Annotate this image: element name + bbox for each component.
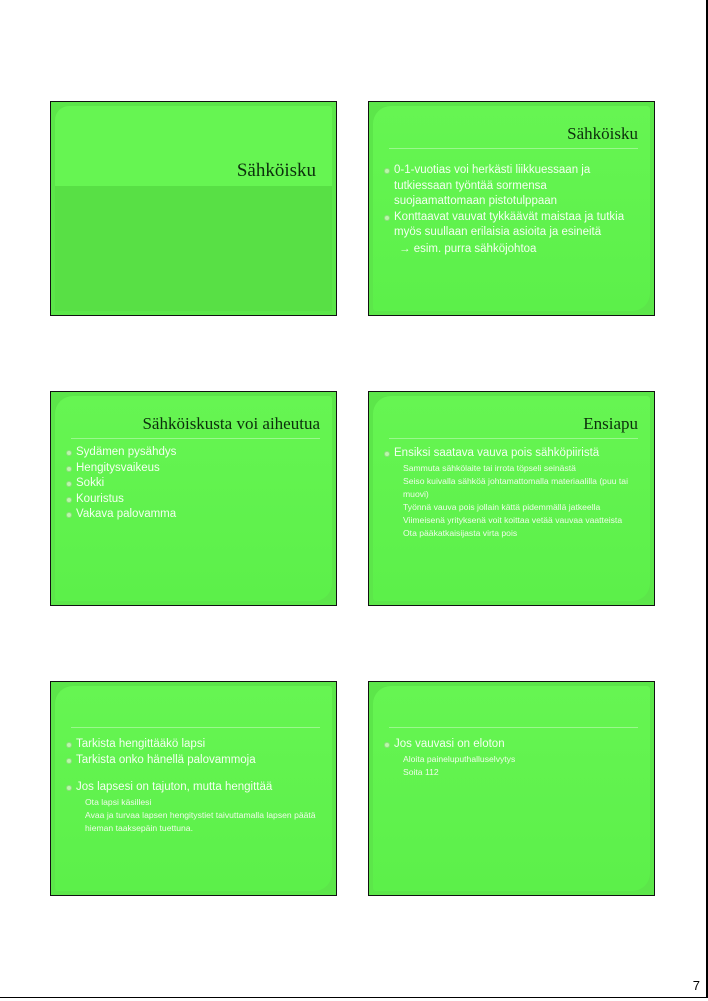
sub-item: Aloita paineluputhalluselvytys — [403, 753, 516, 764]
slide-5-thumbnail — [50, 681, 337, 896]
sub-item: Ota pääkatkaisijasta virta pois — [403, 527, 518, 538]
slide-6-background — [373, 686, 650, 891]
sub-item: Työnnä vauva pois jollain kättä pidemmällä jatkeella — [403, 501, 601, 512]
slide-3-title-rule — [71, 438, 320, 439]
slide-2-title: Sähköisku — [567, 124, 638, 143]
bullet-item: Hengitysvaikeus — [67, 461, 322, 477]
slide-4-body — [385, 446, 640, 540]
slide-3-body — [67, 445, 322, 523]
slide-6-body — [385, 737, 640, 779]
sub-item: Viimeisenä yrityksenä voit koittaa vetää vauvaa vaatteista — [403, 514, 623, 525]
bullet-item: Kouristus — [67, 492, 322, 508]
slide-2-title-rule — [389, 148, 638, 149]
bullet-item: Konttaavat vauvat tykkäävät maistaa ja tutkia myös suullaan erilaisia asioita ja esineitä — [385, 210, 640, 241]
bullet-item: Sydämen pysähdys — [67, 445, 322, 461]
slide-2-thumbnail — [368, 101, 655, 316]
slide-4-title: Ensiapu — [583, 414, 638, 433]
slide-5-title-rule — [71, 727, 320, 728]
bullet-item: Ensiksi saatava vauva pois sähköpiiristä — [385, 446, 640, 462]
page-number: 7 — [692, 978, 700, 993]
slide-1-title: Sähköisku — [236, 160, 316, 181]
sub-item: Soita 112 — [403, 766, 439, 777]
slide-3-title: Sähköiskusta voi aiheutua — [142, 414, 320, 433]
arrow-note: → esim. purra sähköjohtoa — [399, 242, 537, 255]
bullet-item: 0-1-vuotias voi herkästi liikkuessaan ja tutkiessaan työntää sormensa suojaamattomaan pistotulppaan — [385, 163, 640, 210]
slide-3-thumbnail — [50, 391, 337, 606]
page-bottom-edge — [0, 997, 708, 998]
slide-6-title-rule — [389, 727, 638, 728]
bullet-item: Jos vauvasi on eloton — [385, 737, 640, 753]
slide-1-thumbnail — [50, 101, 337, 316]
bullet-item: Tarkista hengittääkö lapsi — [67, 737, 322, 753]
slide-1-lower-panel — [55, 186, 332, 311]
bullet-item: Vakava palovamma — [67, 507, 322, 523]
slide-4-thumbnail — [368, 391, 655, 606]
slide-4-title-rule — [389, 438, 638, 439]
slide-6-thumbnail — [368, 681, 655, 896]
slide-5-body — [67, 737, 322, 835]
sub-item: Avaa ja turvaa lapsen hengitystiet taivuttamalla lapsen päätä hieman taaksepäin tuettuna. — [85, 809, 316, 833]
sub-item: Ota lapsi käsillesi — [85, 796, 152, 807]
sub-item: Sammuta sähkölaite tai irrota töpseli seinästä — [403, 462, 576, 473]
slide-2-body — [385, 163, 640, 257]
bullet-item: Jos lapsesi on tajuton, mutta hengittää — [67, 780, 322, 796]
bullet-item: Tarkista onko hänellä palovammoja — [67, 753, 322, 769]
bullet-item: Sokki — [67, 476, 322, 492]
sub-item: Seiso kuivalla sähköä johtamattomalla materiaalilla (puu tai muovi) — [403, 475, 628, 499]
